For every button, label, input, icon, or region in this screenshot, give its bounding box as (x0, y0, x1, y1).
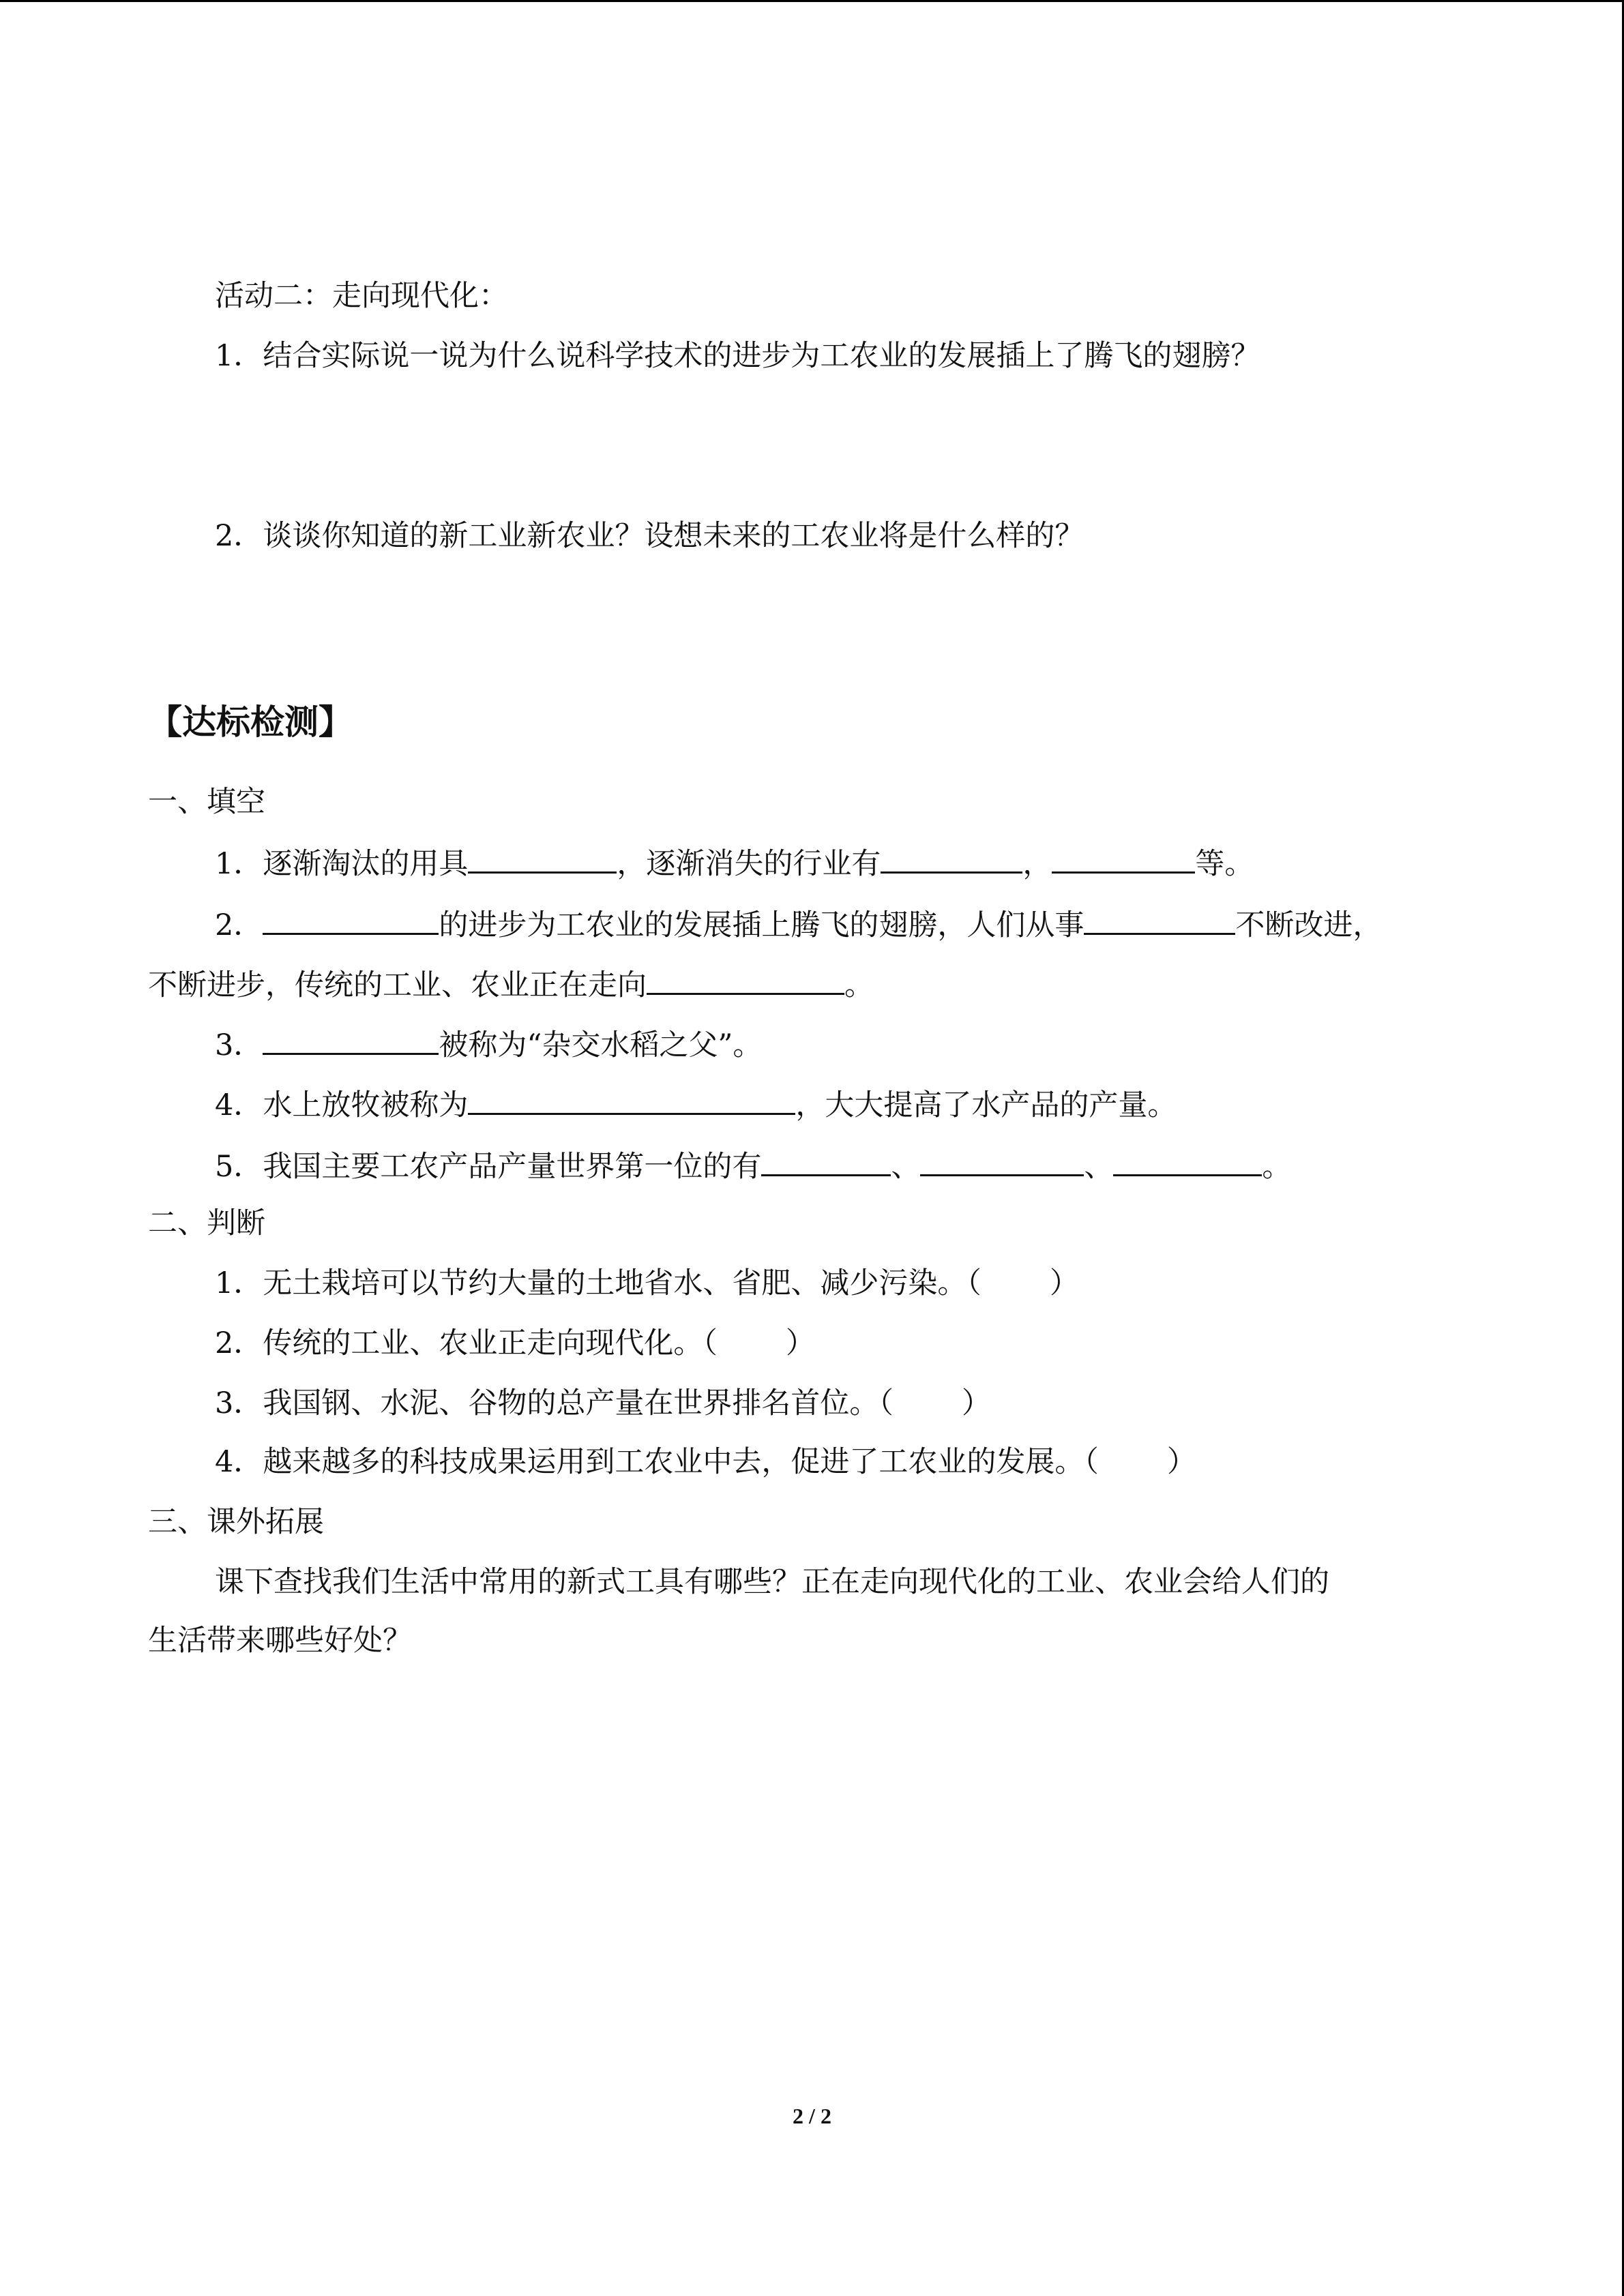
blank-field[interactable] (468, 841, 617, 874)
fill-3-text-a: 3． (215, 1028, 263, 1062)
extend-title: 三、课外拓展 (148, 1505, 324, 1539)
extend-line-1: 课下查找我们生活中常用的新式工具有哪些？正在走向现代化的工业、农业会给人们的 (215, 1565, 1329, 1599)
fill-3-text-b: 被称为“杂交水稻之父”。 (439, 1028, 763, 1062)
blank-field[interactable] (761, 1144, 891, 1176)
fill-2-text-c: 不断改进， (1235, 908, 1383, 942)
fill-item-2-cont (148, 963, 874, 1006)
blank-field[interactable] (881, 841, 1022, 874)
fill-5-text-c: 、 (1084, 1150, 1114, 1184)
fill-4-text-b: ，大大提高了水产品的产量。 (795, 1088, 1177, 1122)
judge-2-close: ） (785, 1326, 815, 1360)
fill-item-2 (215, 903, 1382, 946)
fill-2-text-e: 。 (844, 968, 874, 1002)
fill-1-text-d: 等。 (1195, 847, 1254, 881)
fill-5-text-a: 5．我国主要工农产品产量世界第一位的有 (215, 1150, 762, 1184)
blank-field[interactable] (920, 1144, 1084, 1176)
blank-field[interactable] (1113, 1144, 1262, 1176)
judge-2-text: 2．传统的工业、农业正走向现代化。（ (215, 1326, 718, 1360)
judge-title: 二、判断 (148, 1206, 265, 1240)
fill-1-text-b: ，逐渐消失的行业有 (617, 847, 881, 881)
judge-item-3 (215, 1383, 991, 1424)
blank-field[interactable] (1084, 903, 1235, 935)
fill-5-text-b: 、 (891, 1150, 921, 1184)
page-number: 2 / 2 (793, 2104, 831, 2128)
fill-2-text-b: 的进步为工农业的发展插上腾飞的翅膀，人们从事 (439, 908, 1084, 942)
extend-line-2: 生活带来哪些好处？ (148, 1624, 412, 1658)
section-heading: 【达标检测】 (148, 702, 353, 742)
fill-item-1 (215, 841, 1254, 884)
judge-item-4 (215, 1442, 1196, 1482)
judge-4-close: ） (1166, 1445, 1196, 1479)
judge-3-text: 3．我国钢、水泥、谷物的总产量在世界排名首位。（ (215, 1386, 894, 1420)
fill-title: 一、填空 (148, 785, 265, 819)
fill-2-text-a: 2． (215, 908, 263, 942)
judge-3-close: ） (961, 1386, 991, 1420)
fill-1-text-a: 1．逐渐淘汰的用具 (215, 847, 469, 881)
blank-field[interactable] (263, 903, 439, 935)
judge-4-text: 4．越来越多的科技成果运用到工农业中去，促进了工农业的发展。（ (215, 1445, 1099, 1479)
fill-4-text-a: 4．水上放牧被称为 (215, 1088, 469, 1122)
judge-1-close: ） (1049, 1266, 1079, 1300)
judge-item-2 (215, 1323, 815, 1364)
blank-field[interactable] (1052, 841, 1195, 874)
fill-item-4 (215, 1083, 1177, 1126)
activity-question-1: 1．结合实际说一说为什么说科学技术的进步为工农业的发展插上了腾飞的翅膀？ (215, 339, 1260, 373)
fill-5-text-d: 。 (1262, 1150, 1292, 1184)
activity-title: 活动二：走向现代化： (215, 279, 508, 313)
blank-field[interactable] (647, 963, 844, 995)
judge-item-1 (215, 1263, 1079, 1304)
blank-field[interactable] (468, 1083, 795, 1115)
blank-field[interactable] (263, 1023, 439, 1055)
fill-1-text-c: ， (1022, 847, 1052, 881)
judge-1-text: 1．无土栽培可以节约大量的土地省水、省肥、减少污染。（ (215, 1266, 981, 1300)
fill-item-3 (215, 1023, 762, 1066)
activity-question-2: 2．谈谈你知道的新工业新农业？设想未来的工农业将是什么样的？ (215, 519, 1084, 553)
fill-item-5 (215, 1144, 1291, 1187)
fill-2-text-d: 不断进步，传统的工业、农业正在走向 (148, 968, 647, 1002)
